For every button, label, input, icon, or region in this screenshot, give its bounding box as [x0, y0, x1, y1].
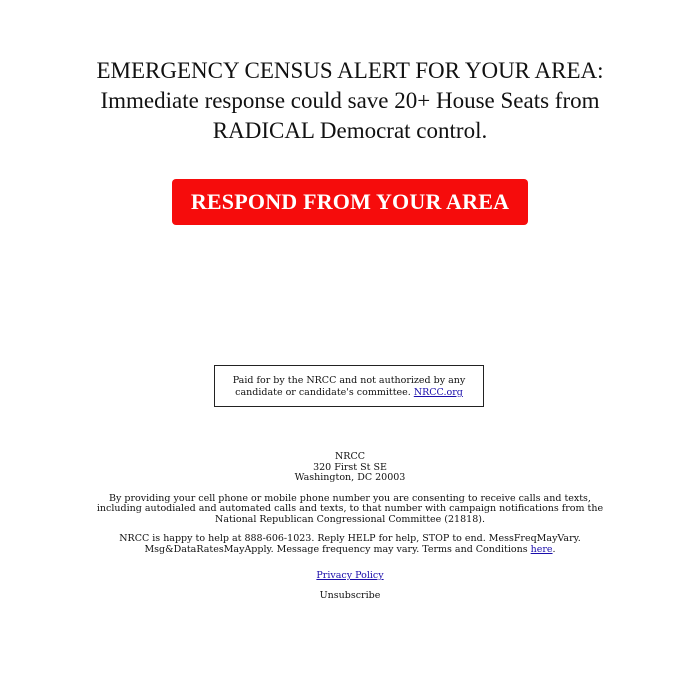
disclaimer-text-2: candidate or candidate's committee.	[235, 387, 411, 398]
org-name: NRCC	[334, 451, 365, 462]
sms-consent-text: By providing your cell phone or mobile phone number you are consenting to receive calls and texts, including autodialed and automated calls and texts, to that number with campaign notifications from the National Republican Congressional Committee (21818).	[96, 492, 604, 525]
headline	[60, 56, 640, 146]
help-text: NRCC is happy to help at 888-606-1023. Reply HELP for help, STOP to end. MessFreqMayVary. Msg&DataRatesMayApply. Message frequency may vary. Terms and Conditions	[119, 533, 581, 555]
city-address: Washington, DC 20003	[294, 472, 406, 483]
privacy-row	[90, 571, 610, 582]
respond-button[interactable]: RESPOND FROM YOUR AREA	[172, 179, 528, 225]
paid-for-disclaimer	[214, 365, 484, 407]
headline-line-3: RADICAL Democrat control.	[212, 118, 488, 143]
help-text-block	[90, 534, 610, 555]
terms-here-link[interactable]: here	[530, 543, 553, 555]
disclaimer-text-1: Paid for by the NRCC and not authorized by any	[232, 375, 466, 386]
address-block	[90, 452, 610, 484]
headline-line-2: Immediate response could save 20+ House Seats from	[100, 88, 600, 113]
unsubscribe-link[interactable]: Unsubscribe	[319, 589, 381, 601]
street-address: 320 First St SE	[313, 461, 387, 473]
nrcc-org-link[interactable]: NRCC.org	[413, 387, 463, 398]
footer	[90, 452, 610, 601]
help-text-end: .	[552, 543, 556, 555]
privacy-policy-link[interactable]: Privacy Policy	[316, 570, 384, 581]
headline-line-1: EMERGENCY CENSUS ALERT FOR YOUR AREA:	[96, 58, 604, 83]
